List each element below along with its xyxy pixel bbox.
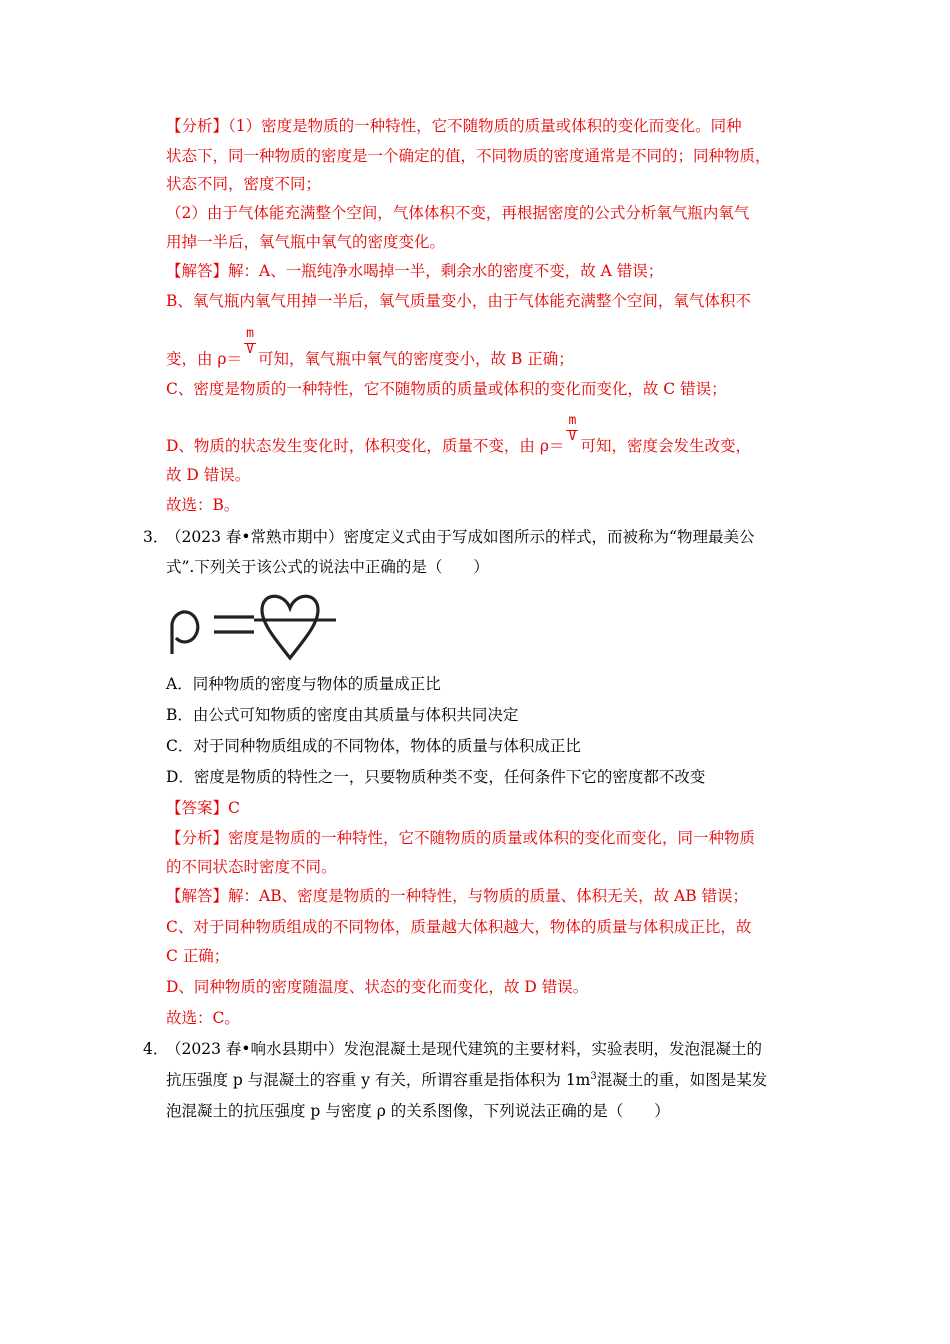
question-3-stem-line-2: 式”.下列关于该公式的说法中正确的是（ ） bbox=[166, 558, 489, 576]
fraction-numerator: m bbox=[246, 326, 254, 341]
solution-line-3-start: 变，由 ρ＝ bbox=[166, 350, 243, 368]
choice-result-line: 故选：B。 bbox=[166, 496, 240, 514]
solution-line-3 bbox=[166, 326, 574, 371]
question-4-number: 4． bbox=[143, 1040, 169, 1058]
heart-formula-figure bbox=[166, 590, 342, 662]
q3-choice-result-line: 故选：C。 bbox=[166, 1009, 240, 1027]
question-3-number: 3． bbox=[143, 528, 169, 546]
density-formula-fraction bbox=[243, 326, 257, 371]
solution-line-5-start: D、物质的状态发生变化时，体积变化，质量不变，由 ρ＝ bbox=[166, 437, 565, 455]
q3-solution-line-1: 【解答】解：AB、密度是物质的一种特性，与物质的质量、体积无关，故 AB 错误； bbox=[166, 887, 749, 905]
solution-line-4: C、密度是物质的一种特性，它不随物质的质量或体积的变化而变化，故 C 错误； bbox=[166, 380, 727, 398]
solution-line-2: B、氧气瓶内氧气用掉一半后，氧气质量变小，由于气体能充满整个空间，氧气体积不 bbox=[166, 292, 751, 310]
fraction-denominator: V bbox=[246, 342, 254, 357]
fraction-numerator: m bbox=[568, 413, 577, 428]
question-3-stem-line-1: （2023 春•常熟市期中）密度定义式由于写成如图所示的样式，而被称为“物理最美公 bbox=[166, 528, 755, 546]
q3-solution-line-4: D、同种物质的密度随温度、状态的变化而变化，故 D 错误。 bbox=[166, 978, 589, 996]
q4-line-2-end: 混凝土的重，如图是某发 bbox=[596, 1071, 768, 1089]
q4-line-2-start: 抗压强度 p 与混凝土的容重 y 有关，所谓容重是指体积为 1m bbox=[166, 1071, 591, 1089]
analysis-line-3: 状态不同，密度不同； bbox=[166, 175, 322, 193]
analysis-line-1: 【分析】（1）密度是物质的一种特性，它不随物质的质量或体积的变化而变化。同种 bbox=[166, 117, 742, 135]
solution-line-1: 【解答】解：A、一瓶纯净水喝掉一半，剩余水的密度不变，故 A 错误； bbox=[166, 262, 664, 280]
q3-analysis-line-2: 的不同状态时密度不同。 bbox=[166, 858, 337, 876]
solution-line-3-end: 可知，氧气瓶中氧气的密度变小，故 B 正确； bbox=[258, 350, 574, 368]
answer-line: 【答案】C bbox=[166, 799, 240, 817]
option-a: A．同种物质的密度与物体的质量成正比 bbox=[166, 675, 441, 693]
solution-line-6: 故 D 错误。 bbox=[166, 466, 251, 484]
question-4-stem-line-2 bbox=[166, 1069, 767, 1091]
analysis-line-5: 用掉一半后，氧气瓶中氧气的密度变化。 bbox=[166, 233, 446, 251]
question-4-stem-line-1: （2023 春•响水县期中）发泡混凝土是现代建筑的主要材料，实验表明，发泡混凝土的 bbox=[166, 1040, 763, 1058]
q3-solution-line-2: C、对于同种物质组成的不同物体，质量越大体积越大，物体的质量与体积成正比，故 bbox=[166, 918, 752, 936]
question-4-stem-line-3: 泡混凝土的抗压强度 p 与密度 ρ 的关系图像，下列说法正确的是（ ） bbox=[166, 1102, 670, 1120]
fraction-denominator: V bbox=[568, 429, 577, 444]
q3-solution-line-3: C 正确； bbox=[166, 947, 230, 965]
density-formula-fraction-2 bbox=[565, 413, 579, 458]
option-b: B．由公式可知物质的密度由其质量与体积共同决定 bbox=[166, 706, 519, 724]
q3-analysis-line-1: 【分析】密度是物质的一种特性，它不随物质的质量或体积的变化而变化，同一种物质 bbox=[166, 829, 756, 847]
cubic-superscript: 3 bbox=[590, 1071, 597, 1082]
solution-line-5 bbox=[166, 413, 751, 458]
analysis-line-4: （2）由于气体能充满整个空间，气体体积不变，再根据密度的公式分析氧气瓶内氧气 bbox=[166, 204, 750, 222]
solution-line-5-end: 可知，密度会发生改变， bbox=[580, 437, 751, 455]
option-d: D．密度是物质的特性之一，只要物质种类不变，任何条件下它的密度都不改变 bbox=[166, 768, 706, 786]
option-c: C．对于同种物质组成的不同物体，物体的质量与体积成正比 bbox=[166, 737, 581, 755]
analysis-line-2: 状态下，同一种物质的密度是一个确定的值，不同物质的密度通常是不同的；同种物质， bbox=[166, 147, 771, 165]
